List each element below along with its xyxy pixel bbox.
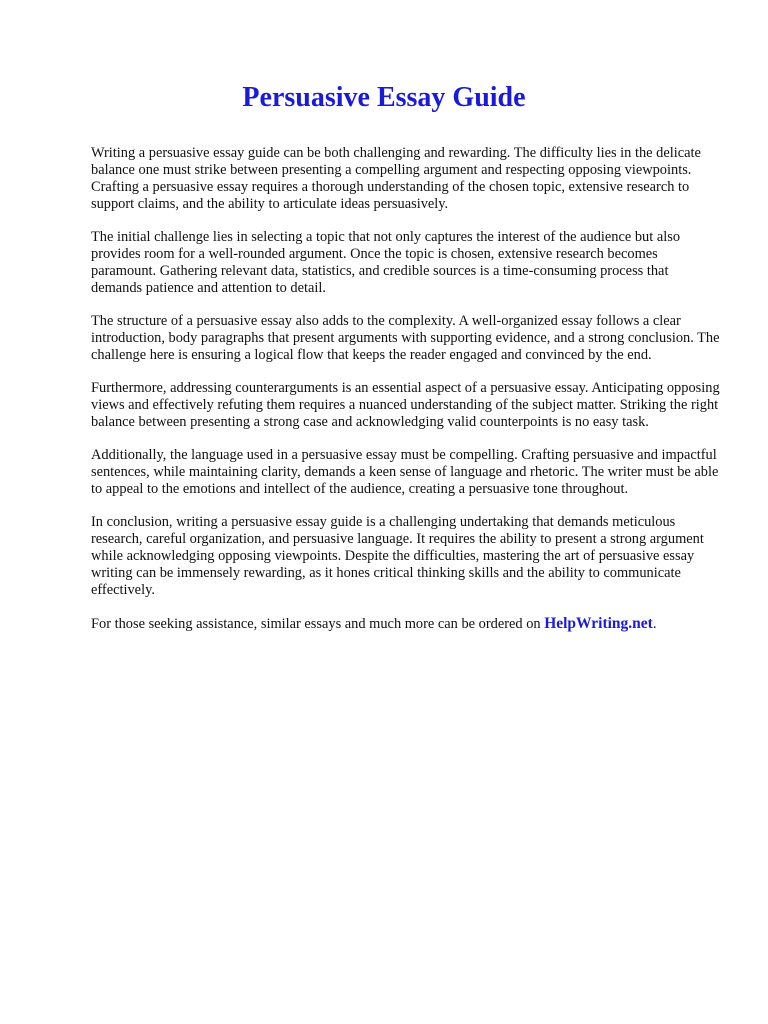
closing-text: For those seeking assistance, similar essays and much more can be ordered on	[91, 616, 545, 632]
page-title: Persuasive Essay Guide	[242, 82, 526, 113]
essay-body	[91, 145, 723, 649]
closing-suffix: .	[652, 616, 657, 632]
paragraph-intro: Writing a persuasive essay guide can be both challenging and rewarding. The difficulty lies in the delicate balance one must strike between presenting a compelling argument and respecting opposing viewpoints. Crafting a persuasive essay requires a thorough understanding of the chosen topic, extensive research to support claims, and the ability to articulate ideas persuasively.	[91, 145, 701, 212]
paragraph-counterarguments: Furthermore, addressing counterarguments is an essential aspect of a persuasive essay. Anticipating opposing views and effectively refuting them requires a nuanced understanding of the subject matter. Striking the right balance between presenting a strong case and acknowledging valid counterpoints is no easy task.	[91, 380, 720, 430]
paragraph-topic-selection: The initial challenge lies in selecting a topic that not only captures the interest of the audience but also provides room for a well-rounded argument. Once the topic is chosen, extensive research becomes paramount. Gathering relevant data, statistics, and credible sources is a time-consuming process that demands patience and attention to detail.	[91, 229, 681, 296]
paragraph-conclusion: In conclusion, writing a persuasive essay guide is a challenging undertaking that demands meticulous research, careful organization, and persuasive language. It requires the ability to present a strong argument while acknowledging opposing viewpoints. Despite the difficulties, mastering the art of persuasive essay writing can be immensely rewarding, as it hones critical thinking skills and the ability to communicate effectively.	[91, 514, 704, 598]
paragraph-language: Additionally, the language used in a persuasive essay must be compelling. Crafting persuasive and impactful sentences, while maintaining clarity, demands a keen sense of language and rhetoric. The writer must be able to appeal to the emotions and intellect of the audience, creating a persuasive tone throughout.	[91, 447, 719, 497]
closing-paragraph	[91, 615, 723, 633]
helpwriting-link[interactable]: HelpWriting.net	[544, 615, 653, 632]
paragraph-structure: The structure of a persuasive essay also adds to the complexity. A well-organized essay follows a clear introduction, body paragraphs that present arguments with supporting evidence, and a strong conclusion. The challenge here is ensuring a logical flow that keeps the reader engaged and convinced by the end.	[91, 313, 720, 363]
